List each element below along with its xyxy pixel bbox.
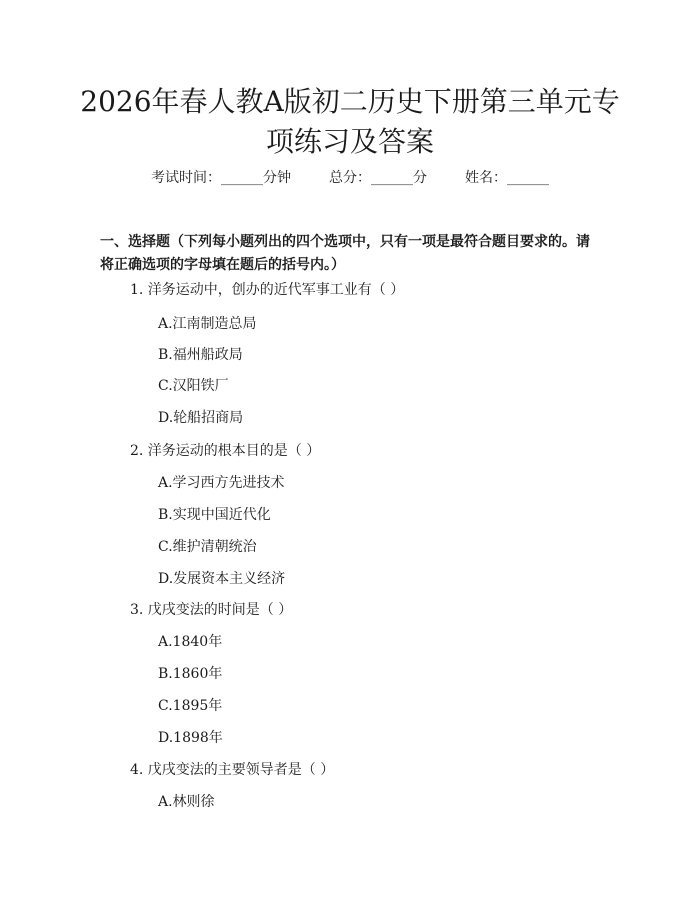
exam-time-field: 考试时间：______分钟 — [151, 170, 291, 186]
exam-info-line — [0, 168, 700, 188]
question-2-stem: 2. 洋务运动的根本目的是（ ） — [130, 443, 321, 459]
question-3-stem: 3. 戊戌变法的时间是（ ） — [130, 602, 293, 618]
question-3-option-a: A.1840年 — [158, 634, 223, 650]
question-4-option-a: A.林则徐 — [158, 794, 215, 810]
question-1-option-b: B.福州船政局 — [158, 347, 243, 363]
question-1-option-d: D.轮船招商局 — [158, 410, 244, 426]
question-2-option-b: B.实现中国近代化 — [158, 507, 271, 523]
question-2-option-c: C.维护清朝统治 — [158, 539, 257, 555]
question-3-option-b: B.1860年 — [158, 666, 223, 682]
question-1-stem: 1. 洋务运动中，创办的近代军事工业有（ ） — [130, 282, 405, 298]
document-title — [70, 82, 630, 162]
question-1-option-c: C.汉阳铁厂 — [158, 378, 229, 394]
total-score-field: 总分：______分 — [329, 170, 427, 186]
title-line-2: 项练习及答案 — [265, 125, 434, 158]
question-1-option-a: A.江南制造总局 — [158, 316, 257, 332]
question-2-option-a: A.学习西方先进技术 — [158, 475, 285, 491]
question-3-option-d: D.1898年 — [158, 730, 223, 746]
question-3-option-c: C.1895年 — [158, 698, 223, 714]
question-4-stem: 4. 戊戌变法的主要领导者是（ ） — [130, 762, 335, 778]
question-2-option-d: D.发展资本主义经济 — [158, 571, 286, 587]
section-heading: 一、选择题（下列每小题列出的四个选项中，只有一项是最符合题目要求的。请将正确选项的字母填在题后的括号内。） — [100, 234, 590, 273]
title-line-1: 2026年春人教A版初二历史下册第三单元专 — [80, 85, 620, 118]
student-name-field: 姓名：______ — [465, 170, 549, 186]
